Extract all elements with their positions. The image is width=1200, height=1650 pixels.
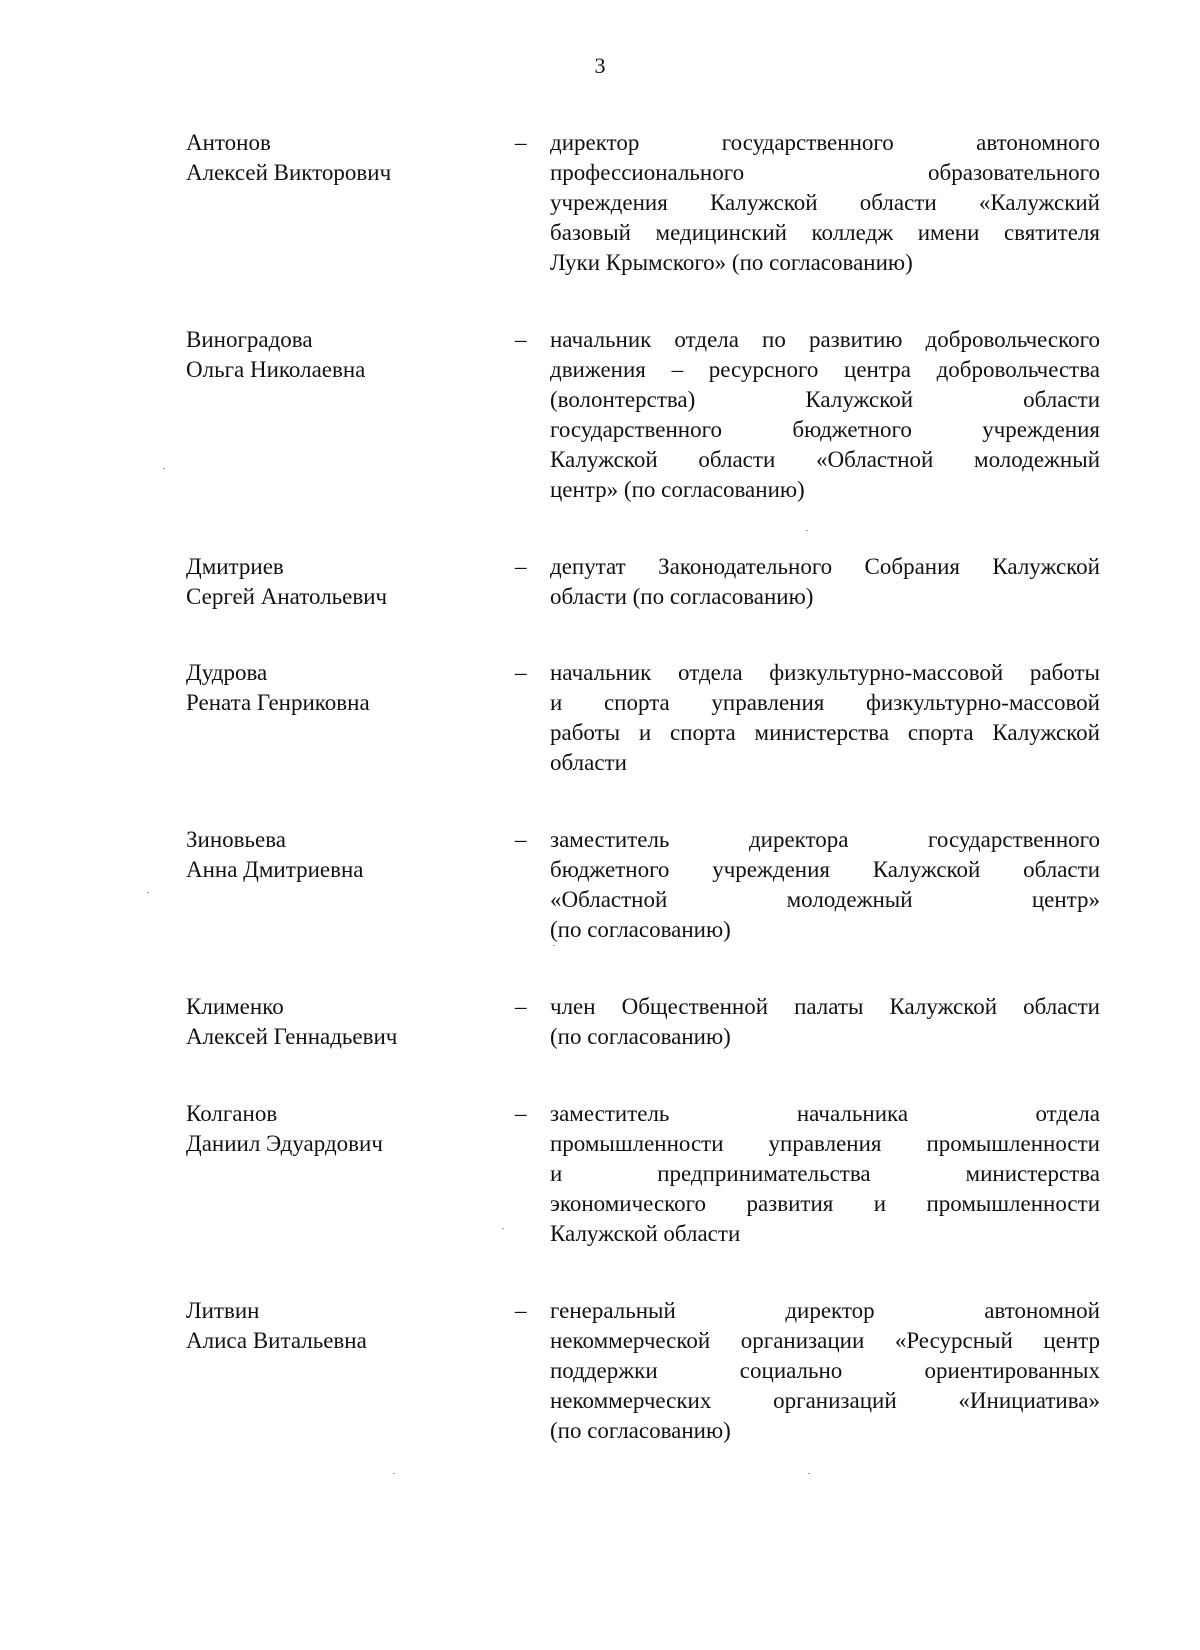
scan-speck bbox=[808, 1473, 810, 1474]
position-line: профессионального образовательного bbox=[550, 160, 1100, 185]
member-given-names: Алиса Витальевна bbox=[186, 1328, 367, 1353]
entry-dash: – bbox=[515, 994, 527, 1019]
entry-dash: – bbox=[515, 660, 527, 685]
member-surname: Литвин bbox=[186, 1298, 260, 1323]
member-position bbox=[550, 552, 1100, 612]
member-surname: Виноградова bbox=[186, 327, 313, 352]
entry-dash: – bbox=[515, 327, 527, 352]
position-line: и предпринимательства министерства bbox=[550, 1161, 1100, 1186]
position-line: поддержки социально ориентированных bbox=[550, 1358, 1100, 1383]
scan-speck bbox=[163, 468, 165, 469]
entry-dash: – bbox=[515, 554, 527, 579]
member-given-names: Ольга Николаевна bbox=[186, 357, 366, 382]
member-name bbox=[186, 825, 506, 885]
member-surname: Антонов bbox=[186, 130, 271, 155]
position-line: базовый медицинский колледж имени святителя bbox=[550, 220, 1100, 245]
position-line: некоммерческой организации «Ресурсный центр bbox=[550, 1328, 1100, 1353]
member-position bbox=[550, 658, 1100, 778]
position-line: промышленности управления промышленности bbox=[550, 1131, 1100, 1156]
position-line: «Областной молодежный центр» bbox=[550, 887, 1100, 912]
member-name bbox=[186, 1296, 506, 1356]
scan-speck bbox=[147, 892, 149, 893]
page-number: 3 bbox=[594, 53, 606, 78]
member-position bbox=[550, 825, 1100, 945]
position-line: начальник отдела по развитию добровольческого bbox=[550, 327, 1100, 352]
member-surname: Зиновьева bbox=[186, 827, 286, 852]
position-line: экономического развития и промышленности bbox=[550, 1191, 1100, 1216]
member-given-names: Анна Дмитриевна bbox=[186, 857, 364, 882]
scan-speck bbox=[806, 530, 808, 531]
member-name bbox=[186, 1099, 506, 1159]
member-given-names: Алексей Геннадьевич bbox=[186, 1024, 398, 1049]
position-line: заместитель директора государственного bbox=[550, 827, 1100, 852]
scan-speck bbox=[502, 1228, 504, 1229]
position-line: (волонтерства) Калужской области bbox=[550, 387, 1100, 412]
position-line: (по согласованию) bbox=[550, 1024, 731, 1049]
position-line: Калужской области bbox=[550, 1221, 741, 1246]
position-line: заместитель начальника отдела bbox=[550, 1101, 1100, 1126]
position-line: области (по согласованию) bbox=[550, 584, 814, 609]
member-name bbox=[186, 992, 506, 1052]
member-position bbox=[550, 992, 1100, 1052]
entry-dash: – bbox=[515, 1298, 527, 1323]
member-given-names: Сергей Анатольевич bbox=[186, 584, 388, 609]
member-name bbox=[186, 325, 506, 385]
entry-dash: – bbox=[515, 827, 527, 852]
position-line: генеральный директор автономной bbox=[550, 1298, 1100, 1323]
position-line: и спорта управления физкультурно-массовой bbox=[550, 690, 1100, 715]
entry-dash: – bbox=[515, 130, 527, 155]
member-surname: Дмитриев bbox=[186, 554, 284, 579]
member-position bbox=[550, 1296, 1100, 1446]
position-line: учреждения Калужской области «Калужский bbox=[550, 190, 1100, 215]
scan-speck bbox=[393, 1473, 395, 1474]
position-line: движения – ресурсного центра добровольчества bbox=[550, 357, 1100, 382]
member-position bbox=[550, 325, 1100, 505]
position-line: Калужской области «Областной молодежный bbox=[550, 447, 1100, 472]
position-line: начальник отдела физкультурно-массовой работы bbox=[550, 660, 1100, 685]
scan-speck bbox=[553, 945, 555, 946]
position-line: государственного бюджетного учреждения bbox=[550, 417, 1100, 442]
position-line: (по согласованию) bbox=[550, 917, 731, 942]
entry-dash: – bbox=[515, 1101, 527, 1126]
member-position bbox=[550, 1099, 1100, 1249]
member-name bbox=[186, 552, 506, 612]
position-line: области bbox=[550, 750, 627, 775]
member-surname: Дудрова bbox=[186, 660, 268, 685]
member-name bbox=[186, 128, 506, 188]
member-given-names: Алексей Викторович bbox=[186, 160, 392, 185]
member-given-names: Даниил Эдуардович bbox=[186, 1131, 383, 1156]
position-line: директор государственного автономного bbox=[550, 130, 1100, 155]
position-line: некоммерческих организаций «Инициатива» bbox=[550, 1388, 1100, 1413]
position-line: Луки Крымского» (по согласованию) bbox=[550, 250, 913, 275]
member-given-names: Рената Генриковна bbox=[186, 690, 370, 715]
position-line: член Общественной палаты Калужской области bbox=[550, 994, 1100, 1019]
member-name bbox=[186, 658, 506, 718]
position-line: бюджетного учреждения Калужской области bbox=[550, 857, 1100, 882]
member-position bbox=[550, 128, 1100, 278]
position-line: центр» (по согласованию) bbox=[550, 477, 805, 502]
member-surname: Колганов bbox=[186, 1101, 278, 1126]
position-line: работы и спорта министерства спорта Калужской bbox=[550, 720, 1100, 745]
position-line: депутат Законодательного Собрания Калужской bbox=[550, 554, 1100, 579]
position-line: (по согласованию) bbox=[550, 1418, 731, 1443]
member-surname: Клименко bbox=[186, 994, 284, 1019]
